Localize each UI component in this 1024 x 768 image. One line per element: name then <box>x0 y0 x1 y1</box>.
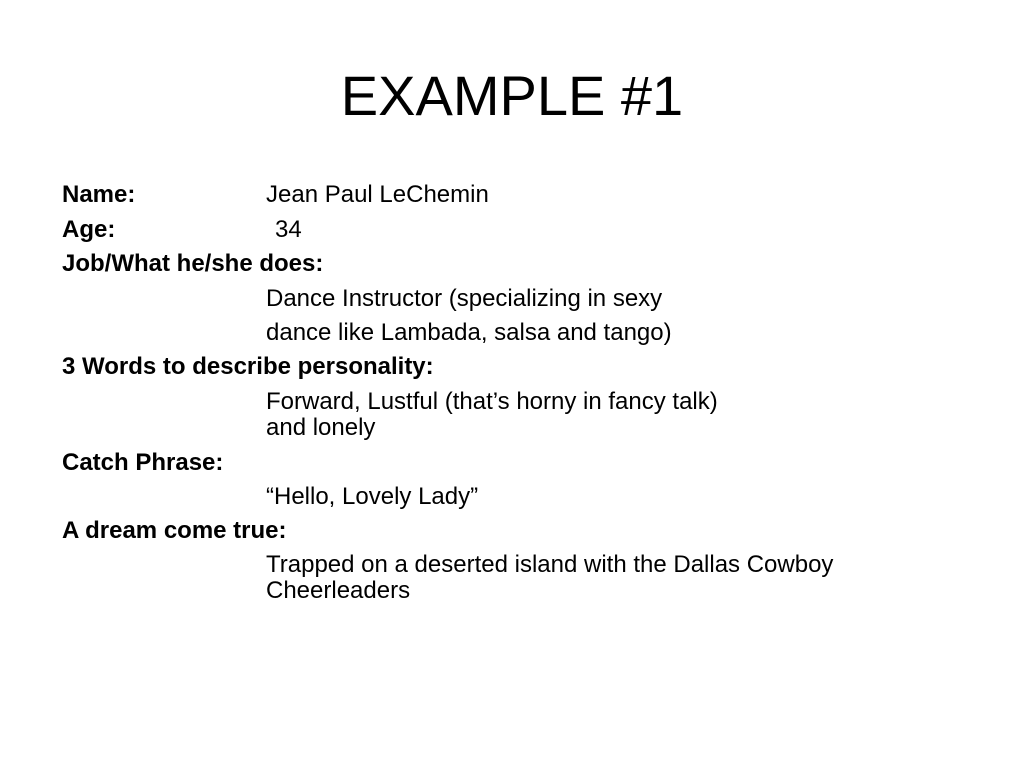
catch-phrase-label: Catch Phrase: <box>62 449 224 476</box>
job-value-line-2: dance like Lambada, salsa and tango) <box>266 319 672 346</box>
personality-value-line-1: Forward, Lustful (that’s horny in fancy talk) <box>266 388 718 415</box>
age-label: Age: <box>62 216 116 243</box>
dream-value-line-2: Cheerleaders <box>266 577 411 604</box>
age-value: 34 <box>275 216 302 243</box>
dream-value-line-1: Trapped on a deserted island with the Dallas Cowboy <box>266 551 834 578</box>
dream-label: A dream come true: <box>62 517 287 544</box>
personality-label: 3 Words to describe personality: <box>62 353 434 380</box>
slide-title: EXAMPLE #1 <box>340 64 684 127</box>
catch-phrase-value: “Hello, Lovely Lady” <box>266 483 479 510</box>
name-label: Name: <box>62 181 136 208</box>
name-value: Jean Paul LeChemin <box>266 181 489 208</box>
job-value-line-1: Dance Instructor (specializing in sexy <box>266 285 663 312</box>
job-label: Job/What he/she does: <box>62 250 324 277</box>
personality-value-line-2: and lonely <box>266 414 376 441</box>
